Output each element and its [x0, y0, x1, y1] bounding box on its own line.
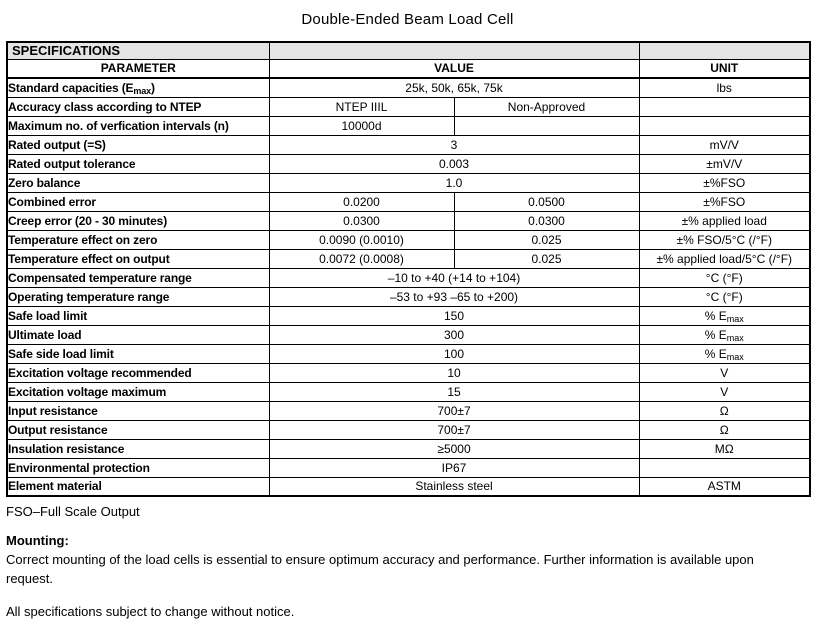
unit-cell — [639, 97, 810, 116]
unit-cell: % $E_{max}$ — [639, 306, 810, 325]
parameter-cell: Temperature effect on zero — [7, 230, 269, 249]
unit-cell: ±%FSO — [639, 192, 810, 211]
section-header-label: SPECIFICATIONS — [7, 42, 269, 59]
value-cell-left: 10000d — [269, 116, 454, 135]
spec-row — [7, 78, 810, 97]
spec-row — [7, 382, 810, 401]
parameter-cell: Insulation resistance — [7, 439, 269, 458]
spec-row — [7, 249, 810, 268]
parameter-cell: Accuracy class according to NTEP — [7, 97, 269, 116]
value-cell-right: 0.0500 — [454, 192, 639, 211]
column-header-parameter: PARAMETER — [7, 59, 269, 78]
spec-row — [7, 344, 810, 363]
value-cell: 300 — [269, 325, 639, 344]
spec-row — [7, 97, 810, 116]
value-cell-right: 0.025 — [454, 230, 639, 249]
value-cell-right: 0.025 — [454, 249, 639, 268]
section-header-filler — [269, 42, 639, 59]
spec-table-body — [7, 78, 810, 496]
value-cell: 10 — [269, 363, 639, 382]
spec-row — [7, 135, 810, 154]
spec-row — [7, 477, 810, 496]
unit-cell — [639, 116, 810, 135]
parameter-cell: Zero balance — [7, 173, 269, 192]
mounting-heading: Mounting: — [6, 533, 69, 548]
spec-row — [7, 420, 810, 439]
value-cell: ≥5000 — [269, 439, 639, 458]
parameter-cell: Environmental protection — [7, 458, 269, 477]
unit-cell: % $E_{max}$ — [639, 344, 810, 363]
section-header-row — [7, 42, 810, 59]
value-cell: Stainless steel — [269, 477, 639, 496]
parameter-cell: Excitation voltage maximum — [7, 382, 269, 401]
value-cell: 0.003 — [269, 154, 639, 173]
parameter-cell: Input resistance — [7, 401, 269, 420]
value-cell: 25k, 50k, 65k, 75k — [269, 78, 639, 97]
parameter-cell: Ultimate load — [7, 325, 269, 344]
unit-cell: Ω — [639, 401, 810, 420]
value-cell-left: 0.0072 (0.0008) — [269, 249, 454, 268]
value-cell-right: Non-Approved — [454, 97, 639, 116]
value-cell-left: 0.0200 — [269, 192, 454, 211]
parameter-cell: Safe load limit — [7, 306, 269, 325]
column-header-value: VALUE — [269, 59, 639, 78]
value-cell: 150 — [269, 306, 639, 325]
unit-cell: % $E_{max}$ — [639, 325, 810, 344]
value-cell-left: 0.0300 — [269, 211, 454, 230]
parameter-cell: Rated output (=S) — [7, 135, 269, 154]
spec-row — [7, 287, 810, 306]
value-cell-left: NTEP IIIL — [269, 97, 454, 116]
value-cell: 15 — [269, 382, 639, 401]
value-cell: 700±7 — [269, 401, 639, 420]
value-cell-left: 0.0090 (0.0010) — [269, 230, 454, 249]
specifications-table — [6, 41, 811, 497]
unit-cell: ±mV/V — [639, 154, 810, 173]
disclaimer: All specifications subject to change without notice. — [6, 603, 295, 619]
value-cell: 3 — [269, 135, 639, 154]
spec-row — [7, 268, 810, 287]
parameter-cell: Operating temperature range — [7, 287, 269, 306]
parameter-cell: Standard capacities $(E_{max})$ — [7, 78, 269, 97]
value-cell: 700±7 — [269, 420, 639, 439]
unit-cell: mV/V — [639, 135, 810, 154]
unit-cell: °C (°F) — [639, 287, 810, 306]
page-title: Double-Ended Beam Load Cell — [301, 11, 514, 28]
unit-cell: °C (°F) — [639, 268, 810, 287]
spec-row — [7, 173, 810, 192]
section-header-filler — [639, 42, 810, 59]
spec-row — [7, 230, 810, 249]
value-cell: 100 — [269, 344, 639, 363]
spec-row — [7, 116, 810, 135]
unit-cell: MΩ — [639, 439, 810, 458]
column-header-row — [7, 59, 810, 78]
spec-row — [7, 211, 810, 230]
parameter-cell: Rated output tolerance — [7, 154, 269, 173]
spec-row — [7, 401, 810, 420]
unit-cell: ±% applied load — [639, 211, 810, 230]
spec-row — [7, 439, 810, 458]
unit-cell: ±% applied load/5°C (/°F) — [639, 249, 810, 268]
unit-cell — [639, 458, 810, 477]
spec-row — [7, 458, 810, 477]
value-cell: IP67 — [269, 458, 639, 477]
mounting-body: Correct mounting of the load cells is essential to ensure optimum accuracy and performance. Further information is available upon request. — [6, 552, 754, 586]
value-cell: –53 to +93 –65 to +200) — [269, 287, 639, 306]
parameter-cell: Maximum no. of verfication intervals (n) — [7, 116, 269, 135]
spec-row — [7, 363, 810, 382]
parameter-cell: Element material — [7, 477, 269, 496]
unit-cell: ±%FSO — [639, 173, 810, 192]
fso-note: FSO–Full Scale Output — [6, 504, 140, 519]
parameter-cell: Safe side load limit — [7, 344, 269, 363]
unit-cell: ASTM — [639, 477, 810, 496]
footnotes — [6, 504, 815, 619]
parameter-cell: Compensated temperature range — [7, 268, 269, 287]
spec-row — [7, 154, 810, 173]
value-cell-right — [454, 116, 639, 135]
unit-cell: Ω — [639, 420, 810, 439]
parameter-cell: Temperature effect on output — [7, 249, 269, 268]
parameter-cell: Combined error — [7, 192, 269, 211]
column-header-unit: UNIT — [639, 59, 810, 78]
parameter-cell: Output resistance — [7, 420, 269, 439]
value-cell: 1.0 — [269, 173, 639, 192]
spec-row — [7, 325, 810, 344]
spec-row — [7, 306, 810, 325]
parameter-cell: Excitation voltage recommended — [7, 363, 269, 382]
parameter-cell: Creep error (20 - 30 minutes) — [7, 211, 269, 230]
unit-cell: V — [639, 363, 810, 382]
value-cell: –10 to +40 (+14 to +104) — [269, 268, 639, 287]
value-cell-right: 0.0300 — [454, 211, 639, 230]
spec-row — [7, 192, 810, 211]
unit-cell: V — [639, 382, 810, 401]
unit-cell: lbs — [639, 78, 810, 97]
unit-cell: ±% FSO/5°C (/°F) — [639, 230, 810, 249]
